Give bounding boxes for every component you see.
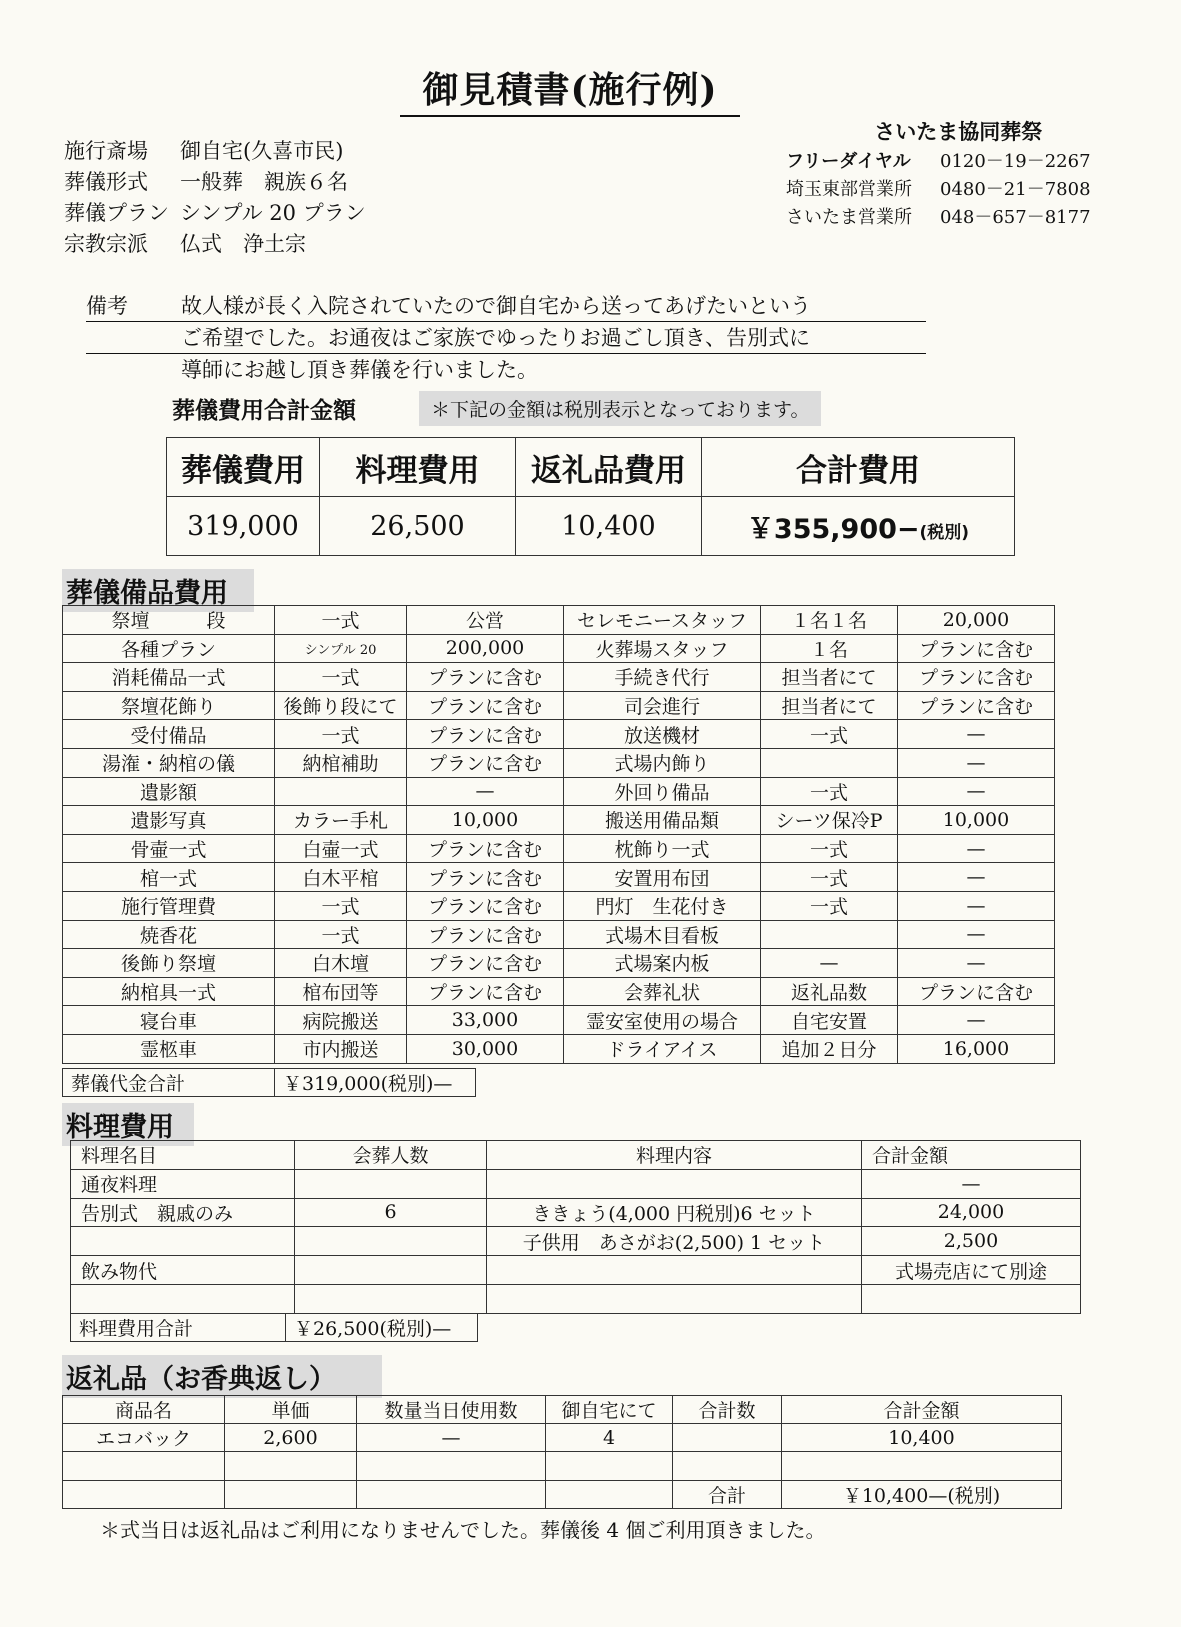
table-cell: プランに含む xyxy=(407,920,564,949)
table-cell: 納棺具一式 xyxy=(63,977,275,1006)
summary-header: 合計費用 xyxy=(702,438,1015,497)
page-title: 御見積書(施行例) xyxy=(400,62,740,117)
table-cell: 消耗備品一式 xyxy=(63,663,275,692)
grand-total xyxy=(702,497,1015,556)
table-row xyxy=(63,1480,1062,1508)
summary-table xyxy=(166,437,1015,556)
table-cell: 放送機材 xyxy=(564,720,761,749)
table-cell: 一式 xyxy=(761,777,898,806)
table-cell: ￥10,400—(税別) xyxy=(782,1480,1062,1508)
table-cell: — xyxy=(898,891,1055,920)
table-cell: 祭壇花飾り xyxy=(63,691,275,720)
table-cell: — xyxy=(898,834,1055,863)
table-cell: プランに含む xyxy=(898,977,1055,1006)
column-header: 会葬人数 xyxy=(295,1141,487,1170)
table-cell xyxy=(71,1284,295,1313)
table-cell xyxy=(295,1256,487,1285)
table-cell: プランに含む xyxy=(407,748,564,777)
table-cell xyxy=(225,1452,357,1480)
equipment-subtotal xyxy=(62,1068,476,1097)
table-cell: 白木平棺 xyxy=(275,863,407,892)
summary-header-row xyxy=(167,438,1015,497)
info-label: 施行斎場 xyxy=(64,139,148,163)
table-cell xyxy=(673,1452,782,1480)
table-cell: 祭壇 段 xyxy=(63,606,275,635)
column-header: 合計金額 xyxy=(782,1396,1062,1424)
food-cost: 26,500 xyxy=(320,497,516,556)
table-cell: — xyxy=(898,777,1055,806)
table-cell: プランに含む xyxy=(407,949,564,978)
header-row xyxy=(63,1396,1062,1424)
table-cell: 公営 xyxy=(407,606,564,635)
table-cell: 告別式 親戚のみ xyxy=(71,1198,295,1227)
food-heading: 料理費用 xyxy=(62,1103,194,1146)
table-cell: 一式 xyxy=(761,891,898,920)
table-cell: １名１名 xyxy=(761,606,898,635)
table-row xyxy=(63,663,1055,692)
table-cell xyxy=(546,1480,673,1508)
table-cell: 火葬場スタッフ xyxy=(564,634,761,663)
subtotal-value: ￥319,000(税別)— xyxy=(275,1069,476,1097)
info-label: 宗教宗派 xyxy=(64,232,148,256)
table-row xyxy=(63,1424,1062,1452)
footnote: ＊式当日は返礼品はご利用になりませんでした。葬儀後 4 個ご利用頂きました。 xyxy=(100,1518,826,1542)
company-phone: 0480－21－7808 xyxy=(940,179,1091,200)
table-cell: 納棺補助 xyxy=(275,748,407,777)
table-cell: 担当者にて xyxy=(761,663,898,692)
table-cell: プランに含む xyxy=(407,691,564,720)
subtotal-label: 料理費用合計 xyxy=(71,1314,286,1342)
table-cell: — xyxy=(898,920,1055,949)
table-cell xyxy=(862,1284,1081,1313)
table-row xyxy=(63,634,1055,663)
info-value: 一般葬 親族６名 xyxy=(180,170,348,194)
table-row xyxy=(63,920,1055,949)
table-cell: エコバック xyxy=(63,1424,225,1452)
table-cell: プランに含む xyxy=(407,977,564,1006)
table-cell: 枕飾り一式 xyxy=(564,834,761,863)
equipment-heading: 葬儀備品費用 xyxy=(62,569,254,612)
table-cell: 24,000 xyxy=(862,1198,1081,1227)
table-cell xyxy=(357,1480,546,1508)
info-row xyxy=(64,198,366,229)
table-cell: 安置用布団 xyxy=(564,863,761,892)
table-cell: 霊柩車 xyxy=(63,1034,275,1063)
table-cell: プランに含む xyxy=(898,663,1055,692)
company-line xyxy=(786,148,1091,176)
table-cell: 一式 xyxy=(275,663,407,692)
info-value: シンプル 20 プラン xyxy=(180,201,366,225)
column-header: 料理内容 xyxy=(487,1141,862,1170)
table-cell xyxy=(761,748,898,777)
table-cell: 2,600 xyxy=(225,1424,357,1452)
table-cell xyxy=(295,1284,487,1313)
table-cell: 会葬礼状 xyxy=(564,977,761,1006)
table-row xyxy=(63,691,1055,720)
table-cell: 式場案内板 xyxy=(564,949,761,978)
table-cell xyxy=(295,1227,487,1256)
table-cell: セレモニースタッフ xyxy=(564,606,761,635)
gift-table xyxy=(62,1395,1062,1509)
table-cell: 後飾り祭壇 xyxy=(63,949,275,978)
table-cell: 通夜料理 xyxy=(71,1169,295,1198)
table-row xyxy=(63,1034,1055,1063)
table-cell: 司会進行 xyxy=(564,691,761,720)
table-cell: 10,000 xyxy=(407,806,564,835)
table-cell: 手続き代行 xyxy=(564,663,761,692)
notes-line xyxy=(86,290,926,322)
company-line-label: 埼玉東部営業所 xyxy=(786,179,912,200)
table-cell xyxy=(673,1424,782,1452)
info-row xyxy=(64,229,366,260)
table-cell: プランに含む xyxy=(898,691,1055,720)
table-cell: 返礼品数 xyxy=(761,977,898,1006)
table-cell xyxy=(761,920,898,949)
food-subtotal xyxy=(70,1313,478,1342)
table-cell: プランに含む xyxy=(407,891,564,920)
company-line xyxy=(786,204,1091,232)
table-row xyxy=(63,891,1055,920)
table-row xyxy=(63,1452,1062,1480)
table-cell: カラー手札 xyxy=(275,806,407,835)
company-line-label: フリーダイヤル xyxy=(786,151,911,172)
table-cell xyxy=(275,777,407,806)
summary-header: 料理費用 xyxy=(320,438,516,497)
table-row xyxy=(63,834,1055,863)
summary-value-row xyxy=(167,497,1015,556)
table-row xyxy=(71,1227,1081,1256)
column-header: 御自宅にて xyxy=(546,1396,673,1424)
table-cell: 棺布団等 xyxy=(275,977,407,1006)
table-row xyxy=(63,748,1055,777)
table-row xyxy=(63,777,1055,806)
table-cell: — xyxy=(898,720,1055,749)
table-cell: — xyxy=(898,863,1055,892)
table-row xyxy=(71,1256,1081,1285)
notes-text: 導師にお越し頂き葬儀を行いました。 xyxy=(181,358,538,382)
table-cell: — xyxy=(761,949,898,978)
table-cell: 6 xyxy=(295,1198,487,1227)
table-cell: 門灯 生花付き xyxy=(564,891,761,920)
column-header: 数量当日使用数 xyxy=(357,1396,546,1424)
table-cell xyxy=(487,1256,862,1285)
table-cell xyxy=(63,1452,225,1480)
table-cell: 白木壇 xyxy=(275,949,407,978)
table-cell: 棺一式 xyxy=(63,863,275,892)
table-cell: 搬送用備品類 xyxy=(564,806,761,835)
table-cell: 一式 xyxy=(275,920,407,949)
gift-cost: 10,400 xyxy=(516,497,702,556)
table-cell: 200,000 xyxy=(407,634,564,663)
table-cell: 市内搬送 xyxy=(275,1034,407,1063)
header-row xyxy=(71,1141,1081,1170)
table-row xyxy=(63,977,1055,1006)
table-cell: 2,500 xyxy=(862,1227,1081,1256)
notes-label: 備考 xyxy=(86,294,128,318)
table-cell: プランに含む xyxy=(407,720,564,749)
notes-block xyxy=(86,290,926,385)
table-cell: 一式 xyxy=(275,720,407,749)
table-cell: 焼香花 xyxy=(63,920,275,949)
table-cell: シンプル 20 xyxy=(275,634,407,663)
column-header: 合計数 xyxy=(673,1396,782,1424)
notes-text: 故人様が長く入院されていたので御自宅から送ってあげたいという xyxy=(181,294,811,318)
table-cell: 式場木目看板 xyxy=(564,920,761,949)
table-cell: 霊安室使用の場合 xyxy=(564,1006,761,1035)
gift-heading: 返礼品（お香典返し） xyxy=(62,1355,382,1398)
subtotal-row xyxy=(71,1314,478,1342)
info-row xyxy=(64,136,366,167)
table-cell: 合計 xyxy=(673,1480,782,1508)
table-row xyxy=(63,606,1055,635)
table-cell xyxy=(487,1169,862,1198)
table-row xyxy=(63,949,1055,978)
table-cell: 一式 xyxy=(275,891,407,920)
table-row xyxy=(63,806,1055,835)
funeral-cost: 319,000 xyxy=(167,497,320,556)
info-value: 御自宅(久喜市民) xyxy=(180,139,344,163)
ceremony-info xyxy=(64,136,366,260)
info-value: 仏式 浄土宗 xyxy=(180,232,306,256)
table-cell: — xyxy=(898,748,1055,777)
table-cell: 一式 xyxy=(761,834,898,863)
company-line-label: さいたま営業所 xyxy=(786,207,912,228)
table-cell: 骨壷一式 xyxy=(63,834,275,863)
table-row xyxy=(71,1198,1081,1227)
table-cell xyxy=(71,1227,295,1256)
subtotal-value: ￥26,500(税別)— xyxy=(286,1314,478,1342)
company-line xyxy=(786,176,1091,204)
tax-note: ＊下記の金額は税別表示となっております。 xyxy=(419,391,821,426)
subtotal-label: 葬儀代金合計 xyxy=(63,1069,275,1097)
table-cell xyxy=(295,1169,487,1198)
table-cell: 遺影写真 xyxy=(63,806,275,835)
table-cell: 4 xyxy=(546,1424,673,1452)
company-phone: 0120－19－2267 xyxy=(940,151,1091,172)
table-cell: 自宅安置 xyxy=(761,1006,898,1035)
table-cell: 子供用 あさがお(2,500) 1 セット xyxy=(487,1227,862,1256)
company-phone: 048－657－8177 xyxy=(940,207,1091,228)
subtotal-row xyxy=(63,1069,476,1097)
table-row xyxy=(63,1006,1055,1035)
table-cell: 施行管理費 xyxy=(63,891,275,920)
column-header: 単価 xyxy=(225,1396,357,1424)
table-cell: 後飾り段にて xyxy=(275,691,407,720)
table-cell: 33,000 xyxy=(407,1006,564,1035)
table-cell: — xyxy=(898,1006,1055,1035)
grand-total-amount: ￥355,900− xyxy=(746,513,920,545)
table-cell: 湯潅・納棺の儀 xyxy=(63,748,275,777)
table-cell: — xyxy=(407,777,564,806)
column-header: 商品名 xyxy=(63,1396,225,1424)
table-cell xyxy=(357,1452,546,1480)
notes-line xyxy=(86,354,926,385)
notes-line xyxy=(86,322,926,354)
info-row xyxy=(64,167,366,198)
table-cell: プランに含む xyxy=(407,663,564,692)
table-row xyxy=(63,863,1055,892)
table-cell: １名 xyxy=(761,634,898,663)
table-cell: プランに含む xyxy=(407,863,564,892)
table-cell: 飲み物代 xyxy=(71,1256,295,1285)
table-cell: 外回り備品 xyxy=(564,777,761,806)
info-label: 葬儀形式 xyxy=(64,170,148,194)
table-cell: 一式 xyxy=(275,606,407,635)
table-cell: 16,000 xyxy=(898,1034,1055,1063)
column-header: 合計金額 xyxy=(862,1141,1081,1170)
table-cell xyxy=(782,1452,1062,1480)
summary-header: 葬儀費用 xyxy=(167,438,320,497)
table-cell: — xyxy=(862,1169,1081,1198)
table-cell xyxy=(546,1452,673,1480)
table-cell: — xyxy=(357,1424,546,1452)
table-cell: 一式 xyxy=(761,720,898,749)
table-cell: ききょう(4,000 円税別)6 セット xyxy=(487,1198,862,1227)
table-cell: ドライアイス xyxy=(564,1034,761,1063)
table-cell: 10,000 xyxy=(898,806,1055,835)
food-table xyxy=(70,1140,1081,1314)
table-cell: 受付備品 xyxy=(63,720,275,749)
table-cell xyxy=(225,1480,357,1508)
table-cell: プランに含む xyxy=(898,634,1055,663)
table-cell: シーツ保冷P xyxy=(761,806,898,835)
table-cell: 式場内飾り xyxy=(564,748,761,777)
column-header: 料理名目 xyxy=(71,1141,295,1170)
table-cell: 白壷一式 xyxy=(275,834,407,863)
table-cell: 担当者にて xyxy=(761,691,898,720)
table-cell xyxy=(487,1284,862,1313)
grand-total-suffix: (税別) xyxy=(919,522,970,543)
table-cell: 10,400 xyxy=(782,1424,1062,1452)
table-cell: — xyxy=(898,949,1055,978)
table-row xyxy=(63,720,1055,749)
table-cell: 式場売店にて別途 xyxy=(862,1256,1081,1285)
table-cell: 各種プラン xyxy=(63,634,275,663)
company-name: さいたま協同葬祭 xyxy=(874,119,1043,144)
table-cell: 30,000 xyxy=(407,1034,564,1063)
table-cell: 追加２日分 xyxy=(761,1034,898,1063)
table-cell: 一式 xyxy=(761,863,898,892)
total-heading: 葬儀費用合計金額 xyxy=(172,397,356,424)
equipment-table xyxy=(62,605,1055,1064)
company-block xyxy=(786,118,1091,232)
table-row xyxy=(71,1284,1081,1313)
table-cell: 20,000 xyxy=(898,606,1055,635)
notes-text: ご希望でした。お通夜はご家族でゆったりお過ごし頂き、告別式に xyxy=(181,326,810,350)
info-label: 葬儀プラン xyxy=(64,201,169,225)
table-row xyxy=(71,1169,1081,1198)
table-cell xyxy=(63,1480,225,1508)
table-cell: 寝台車 xyxy=(63,1006,275,1035)
table-cell: 病院搬送 xyxy=(275,1006,407,1035)
table-cell: 遺影額 xyxy=(63,777,275,806)
summary-header: 返礼品費用 xyxy=(516,438,702,497)
table-cell: プランに含む xyxy=(407,834,564,863)
